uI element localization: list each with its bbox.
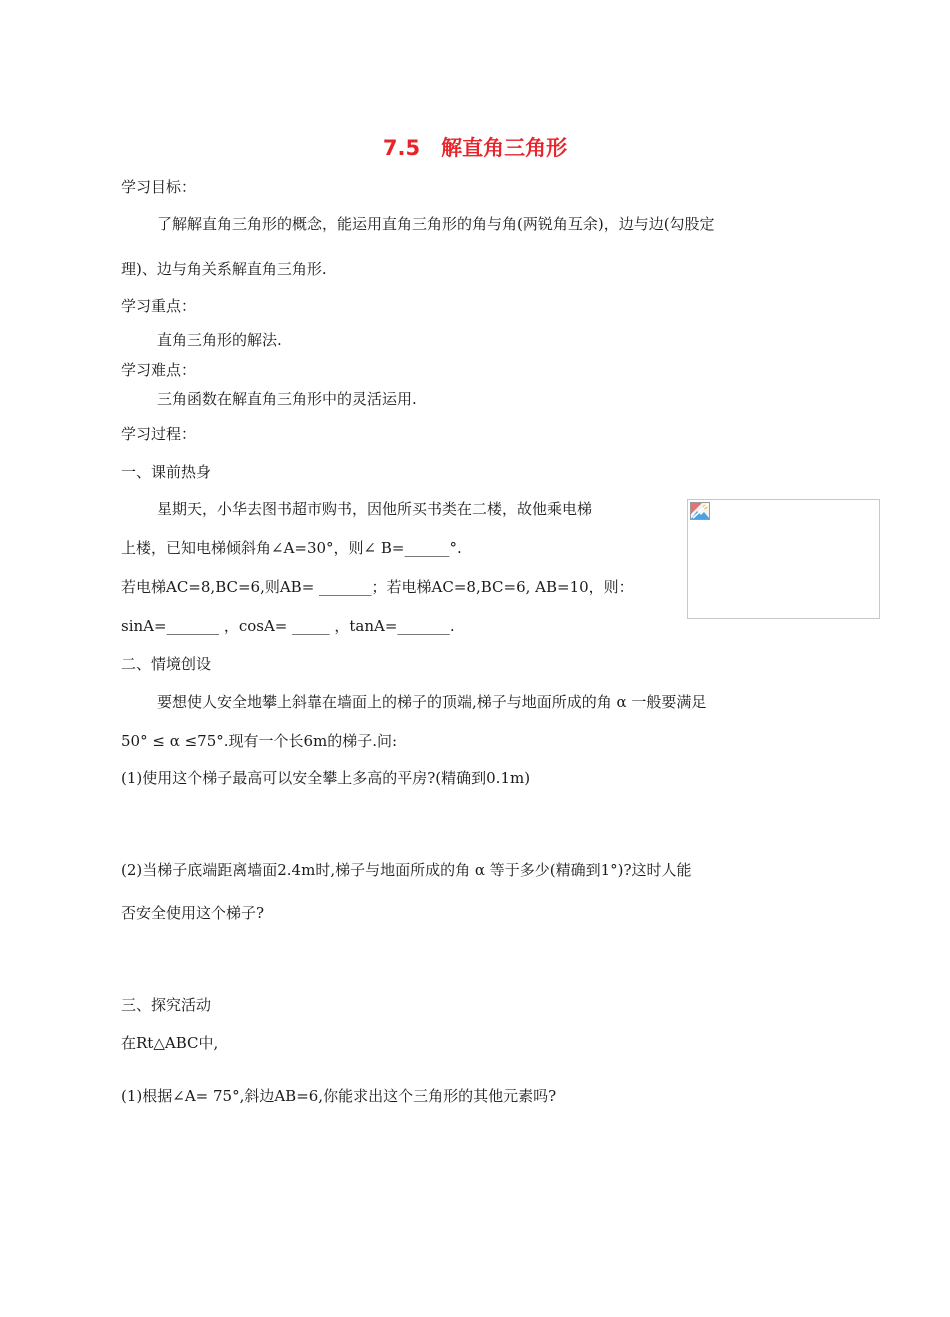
- objectives-heading: 学习目标：: [121, 178, 197, 196]
- scenario-question-2-line2: 否安全使用这个梯子?: [121, 904, 265, 922]
- explore-question-1: (1)根据∠A= 75°,斜边AB=6,你能求出这个三角形的其他元素吗?: [121, 1087, 557, 1105]
- page-title: 7.5 解直角三角形: [382, 136, 568, 160]
- warmup-heading: 一、课前热身: [121, 463, 212, 481]
- difficulty-heading: 学习难点：: [121, 361, 197, 379]
- scenario-question-1: (1)使用这个梯子最高可以安全攀上多高的平房?(精确到0.1m): [121, 769, 531, 787]
- explore-heading: 三、探究活动: [121, 996, 212, 1014]
- escalator-figure: [687, 499, 880, 619]
- explore-text-line1: 在Rt△ABC中,: [121, 1034, 219, 1052]
- broken-image-icon: [690, 502, 710, 520]
- objectives-text-line1: 了解解直角三角形的概念，能运用直角三角形的角与角(两锐角互余)，边与边(勾股定: [157, 215, 715, 233]
- scenario-text-line1: 要想使人安全地攀上斜靠在墙面上的梯子的顶端,梯子与地面所成的角 α 一般要满足: [157, 693, 707, 711]
- warmup-text-line3: 若电梯AC=8,BC=6,则AB= _______；若电梯AC=8,BC=6, AB=10，则：: [121, 578, 634, 596]
- difficulty-text: 三角函数在解直角三角形中的灵活运用.: [157, 390, 417, 408]
- warmup-text-line2: 上楼，已知电梯倾斜角∠A=30°，则∠ B=______°.: [121, 539, 462, 557]
- warmup-text-line4: sinA=_______ ，cosA= _____ ，tanA=_______.: [121, 617, 455, 635]
- scenario-text-line2: 50° ≤ α ≤75°.现有一个长6m的梯子.问:: [121, 732, 398, 750]
- key-point-text: 直角三角形的解法.: [157, 331, 282, 349]
- scenario-heading: 二、情境创设: [121, 655, 212, 673]
- process-heading: 学习过程：: [121, 425, 197, 443]
- scenario-question-2-line1: (2)当梯子底端距离墙面2.4m时,梯子与地面所成的角 α 等于多少(精确到1°)?这时人能: [121, 861, 692, 879]
- warmup-text-line1: 星期天，小华去图书超市购书，因他所买书类在二楼，故他乘电梯: [157, 500, 593, 518]
- key-point-heading: 学习重点：: [121, 297, 197, 315]
- objectives-text-line2: 理)、边与角关系解直角三角形.: [121, 260, 327, 278]
